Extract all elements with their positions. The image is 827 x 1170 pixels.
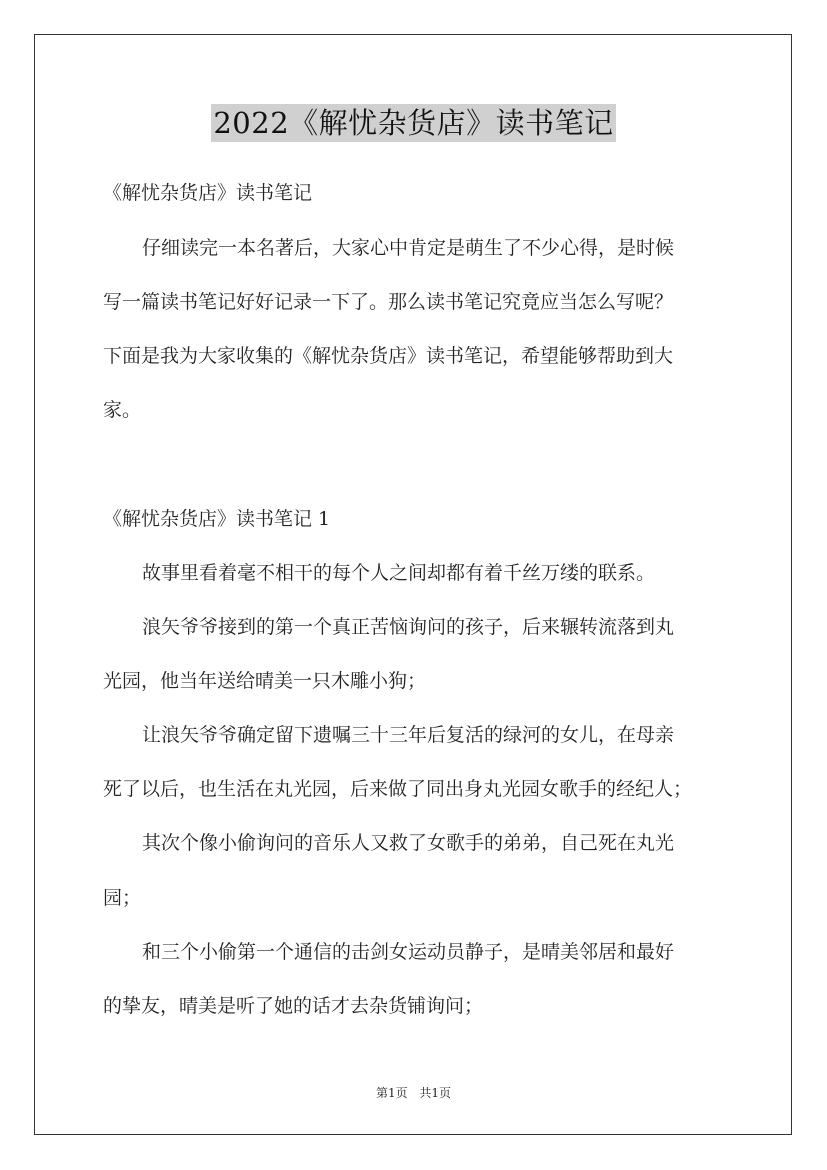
page-number: 第1页 xyxy=(375,1086,408,1100)
paragraph-line: 的挚友，晴美是听了她的话才去杂货铺询问； xyxy=(103,995,484,1017)
page-total: 共1页 xyxy=(419,1086,452,1100)
title-container xyxy=(0,104,827,142)
section-heading: 《解忧杂货店》读书笔记 xyxy=(103,182,313,204)
paragraph-line: 家。 xyxy=(103,399,142,421)
paragraph-line: 和三个小偷第一个通信的击剑女运动员静子，是晴美邻居和最好 xyxy=(142,941,675,963)
page-footer xyxy=(0,1084,827,1101)
paragraph-line: 死了以后，也生活在丸光园，后来做了同出身丸光园女歌手的经纪人； xyxy=(103,778,693,800)
paragraph-line: 浪矢爷爷接到的第一个真正苦恼询问的孩子，后来辗转流落到丸 xyxy=(142,616,675,638)
document-title: 2022《解忧杂货店》读书笔记 xyxy=(213,106,614,140)
paragraph-line: 仔细读完一本名著后，大家心中肯定是萌生了不少心得，是时候 xyxy=(142,237,675,259)
paragraph-line: 园； xyxy=(103,887,142,909)
paragraph-line: 下面是我为大家收集的《解忧杂货店》读书笔记，希望能够帮助到大 xyxy=(103,345,674,367)
paragraph-line: 其次个像小偷询问的音乐人又救了女歌手的弟弟，自己死在丸光 xyxy=(142,832,675,854)
paragraph-line: 让浪矢爷爷确定留下遗嘱三十三年后复活的绿河的女儿，在母亲 xyxy=(142,724,675,746)
paragraph-line: 故事里看着毫不相干的每个人之间却都有着千丝万缕的联系。 xyxy=(142,562,656,584)
paragraph-line: 写一篇读书笔记好好记录一下了。那么读书笔记究竟应当怎么写呢？ xyxy=(103,291,674,313)
paragraph-line: 光园，他当年送给晴美一只木雕小狗； xyxy=(103,670,427,692)
section-heading: 《解忧杂货店》读书笔记 1 xyxy=(103,508,331,530)
